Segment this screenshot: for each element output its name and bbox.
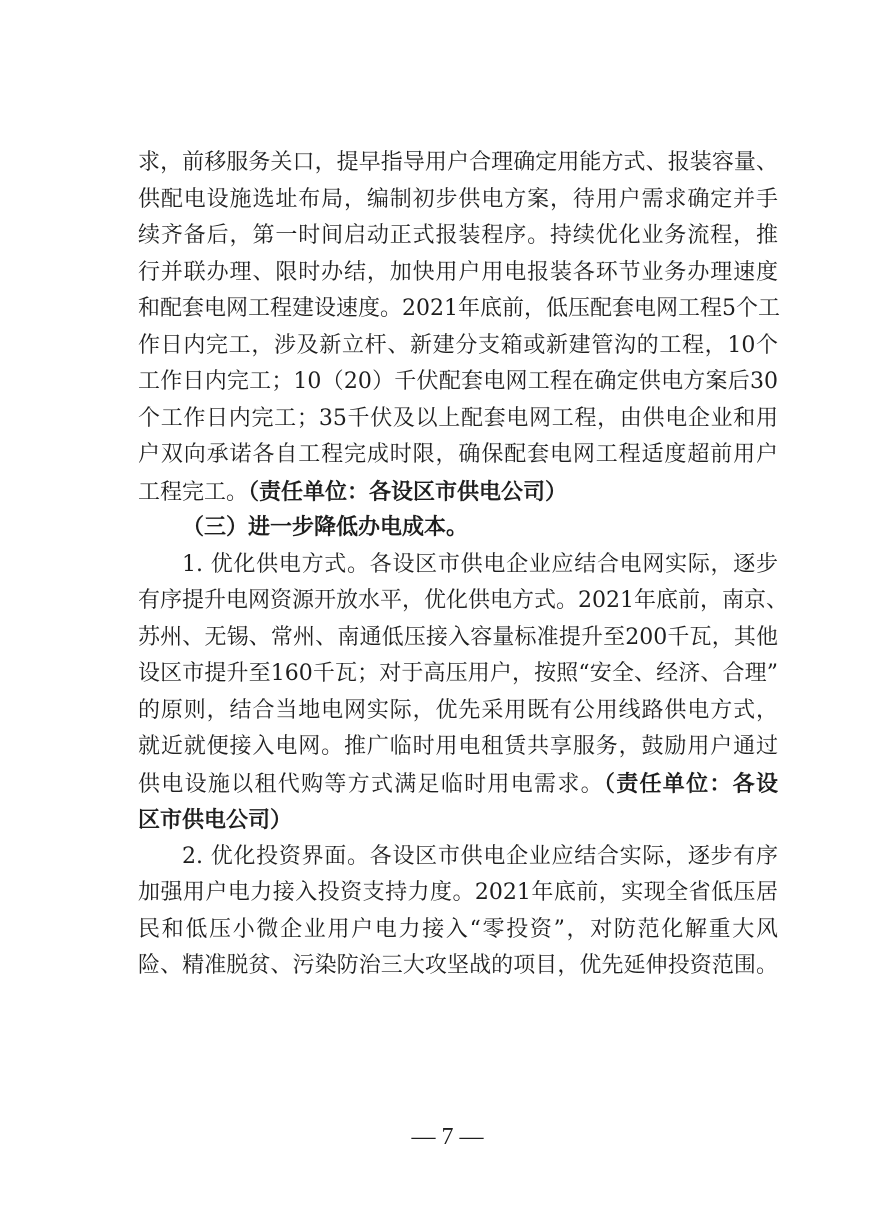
responsibility-note: 区市供电公司） <box>138 807 293 833</box>
text-line: 加强用户电力接入投资支持力度。2021年底前，实现全省低压居 <box>138 880 778 905</box>
text-line <box>138 766 778 803</box>
text-line: 设区市提升至160千瓦；对于高压用户，按照“安全、经济、合理” <box>138 661 778 686</box>
text-line: 求，前移服务关口，提早指导用户合理确定用能方式、报装容量、 <box>138 150 778 175</box>
text-line: 险、精准脱贫、污染防治三大攻坚战的项目，优先延伸投资范围。 <box>138 953 778 978</box>
page-number: — 7 — <box>411 1124 484 1150</box>
text-line: 作日内完工，涉及新立杆、新建分支箱或新建管沟的工程，10个 <box>138 332 778 358</box>
text-line <box>138 474 778 511</box>
responsibility-note: （责任单位：各设区市供电公司） <box>248 478 568 505</box>
text-line: 有序提升电网资源开放水平，优化供电方式。2021年底前，南京、 <box>138 588 788 613</box>
section-heading: （三）进一步降低办电成本。 <box>182 515 469 540</box>
text-line: 工作日内完工；10（20）千伏配套电网工程在确定供电方案后30 <box>138 369 778 394</box>
text-line: 户双向承诺各自工程完成时限，确保配套电网工程适度超前用户 <box>138 442 778 467</box>
text-fragment: 供电设施以租代购等方式满足临时用电需求。 <box>138 771 604 797</box>
text-line: 1. 优化供电方式。各设区市供电企业应结合电网实际，逐步 <box>182 551 778 577</box>
text-line: 苏州、无锡、常州、南通低压接入容量标准提升至200千瓦，其他 <box>138 624 778 650</box>
text-line: 民和低压小微企业用户电力接入“零投资”，对防范化解重大风 <box>138 916 778 942</box>
text-fragment: 工程完工。 <box>138 479 249 505</box>
text-line: 个工作日内完工；35千伏及以上配套电网工程，由供电企业和用 <box>138 405 778 431</box>
body-text <box>138 145 788 985</box>
text-line: 行并联办理、限时办结，加快用户用电报装各环节业务办理速度 <box>138 259 778 285</box>
text-line: 续齐备后，第一时间启动正式报装程序。持续优化业务流程，推 <box>138 223 778 248</box>
responsibility-note: （责任单位：各设 <box>603 770 778 797</box>
text-line: 的原则，结合当地电网实际，优先采用既有公用线路供电方式， <box>138 697 778 723</box>
text-line: 和配套电网工程建设速度。2021年底前，低压配套电网工程5个工 <box>138 296 780 321</box>
text-line: 2. 优化投资界面。各设区市供电企业应结合实际，逐步有序 <box>182 843 778 869</box>
text-line: 供配电设施选址布局，编制初步供电方案，待用户需求确定并手 <box>138 186 778 212</box>
text-line: 就近就便接入电网。推广临时用电租赁共享服务，鼓励用户通过 <box>138 734 778 759</box>
